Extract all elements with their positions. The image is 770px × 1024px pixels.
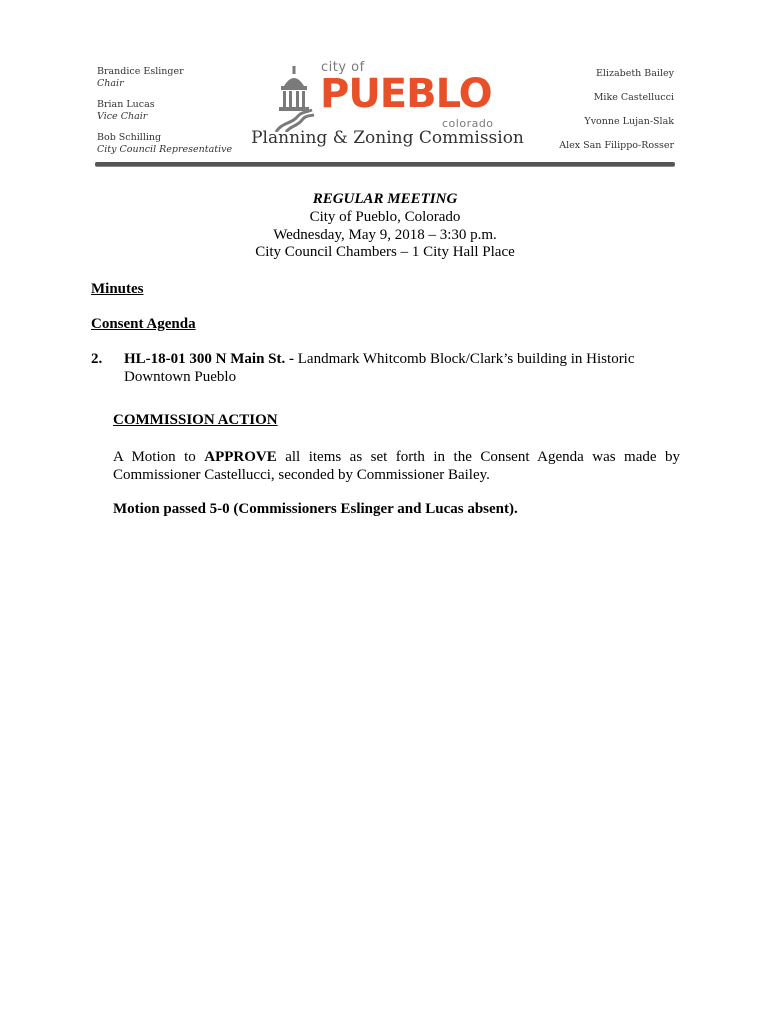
officer-name: Brandice Eslinger bbox=[97, 66, 184, 77]
commissioner-name: Mike Castellucci bbox=[593, 92, 674, 103]
motion-paragraph bbox=[113, 448, 680, 484]
item-description: Landmark Whitcomb Block/Clark’s building in Historic Downtown Pueblo bbox=[124, 351, 635, 385]
item-number: 2. bbox=[91, 351, 103, 367]
agenda-item bbox=[124, 350, 684, 386]
officer-role: Vice Chair bbox=[97, 111, 148, 122]
officer-role: City Council Representative bbox=[97, 144, 233, 155]
officer-name: Brian Lucas bbox=[97, 99, 155, 110]
officer-council-rep bbox=[97, 132, 267, 156]
motion-action-word: APPROVE bbox=[204, 449, 277, 465]
logo-city-of: city of bbox=[321, 60, 365, 75]
officer-name: Bob Schilling bbox=[97, 132, 162, 143]
commissioner-name: Elizabeth Bailey bbox=[595, 68, 674, 79]
commissioner-name: Alex San Filippo-Rosser bbox=[559, 140, 674, 151]
meeting-city: City of Pueblo, Colorado bbox=[309, 209, 461, 225]
meeting-datetime: Wednesday, May 9, 2018 – 3:30 p.m. bbox=[273, 227, 497, 243]
officer-role: Chair bbox=[97, 78, 124, 89]
motion-text-end: all items as set forth in the Consent Agenda was made by Commissioner Castellucci, seconded by Commissioner Bailey. bbox=[113, 449, 680, 483]
logo-colorado: colorado bbox=[442, 117, 494, 130]
minutes-heading: Minutes bbox=[91, 281, 144, 297]
logo-pueblo: PUEBLO bbox=[320, 71, 492, 117]
commissioner-name: Yvonne Lujan-Slak bbox=[584, 116, 674, 127]
consent-agenda-heading: Consent Agenda bbox=[91, 316, 196, 332]
commission-name: Planning & Zoning Commission bbox=[251, 128, 524, 148]
commissioners-list bbox=[494, 68, 674, 164]
pueblo-logo bbox=[250, 58, 525, 158]
meeting-type: REGULAR MEETING bbox=[312, 191, 458, 207]
officer-chair bbox=[97, 66, 267, 90]
meeting-venue: City Council Chambers – 1 City Hall Place bbox=[255, 244, 515, 260]
item-code: HL-18-01 300 N Main St. - bbox=[124, 351, 294, 367]
officer-vice-chair bbox=[97, 99, 267, 123]
officers-list bbox=[97, 66, 267, 165]
commission-action-heading: COMMISSION ACTION bbox=[113, 412, 278, 428]
courthouse-dome-icon bbox=[272, 66, 316, 132]
motion-result: Motion passed 5-0 (Commissioners Eslinger and Lucas absent). bbox=[113, 501, 518, 517]
motion-text-start: A Motion to bbox=[113, 449, 205, 465]
header-divider bbox=[95, 162, 675, 166]
